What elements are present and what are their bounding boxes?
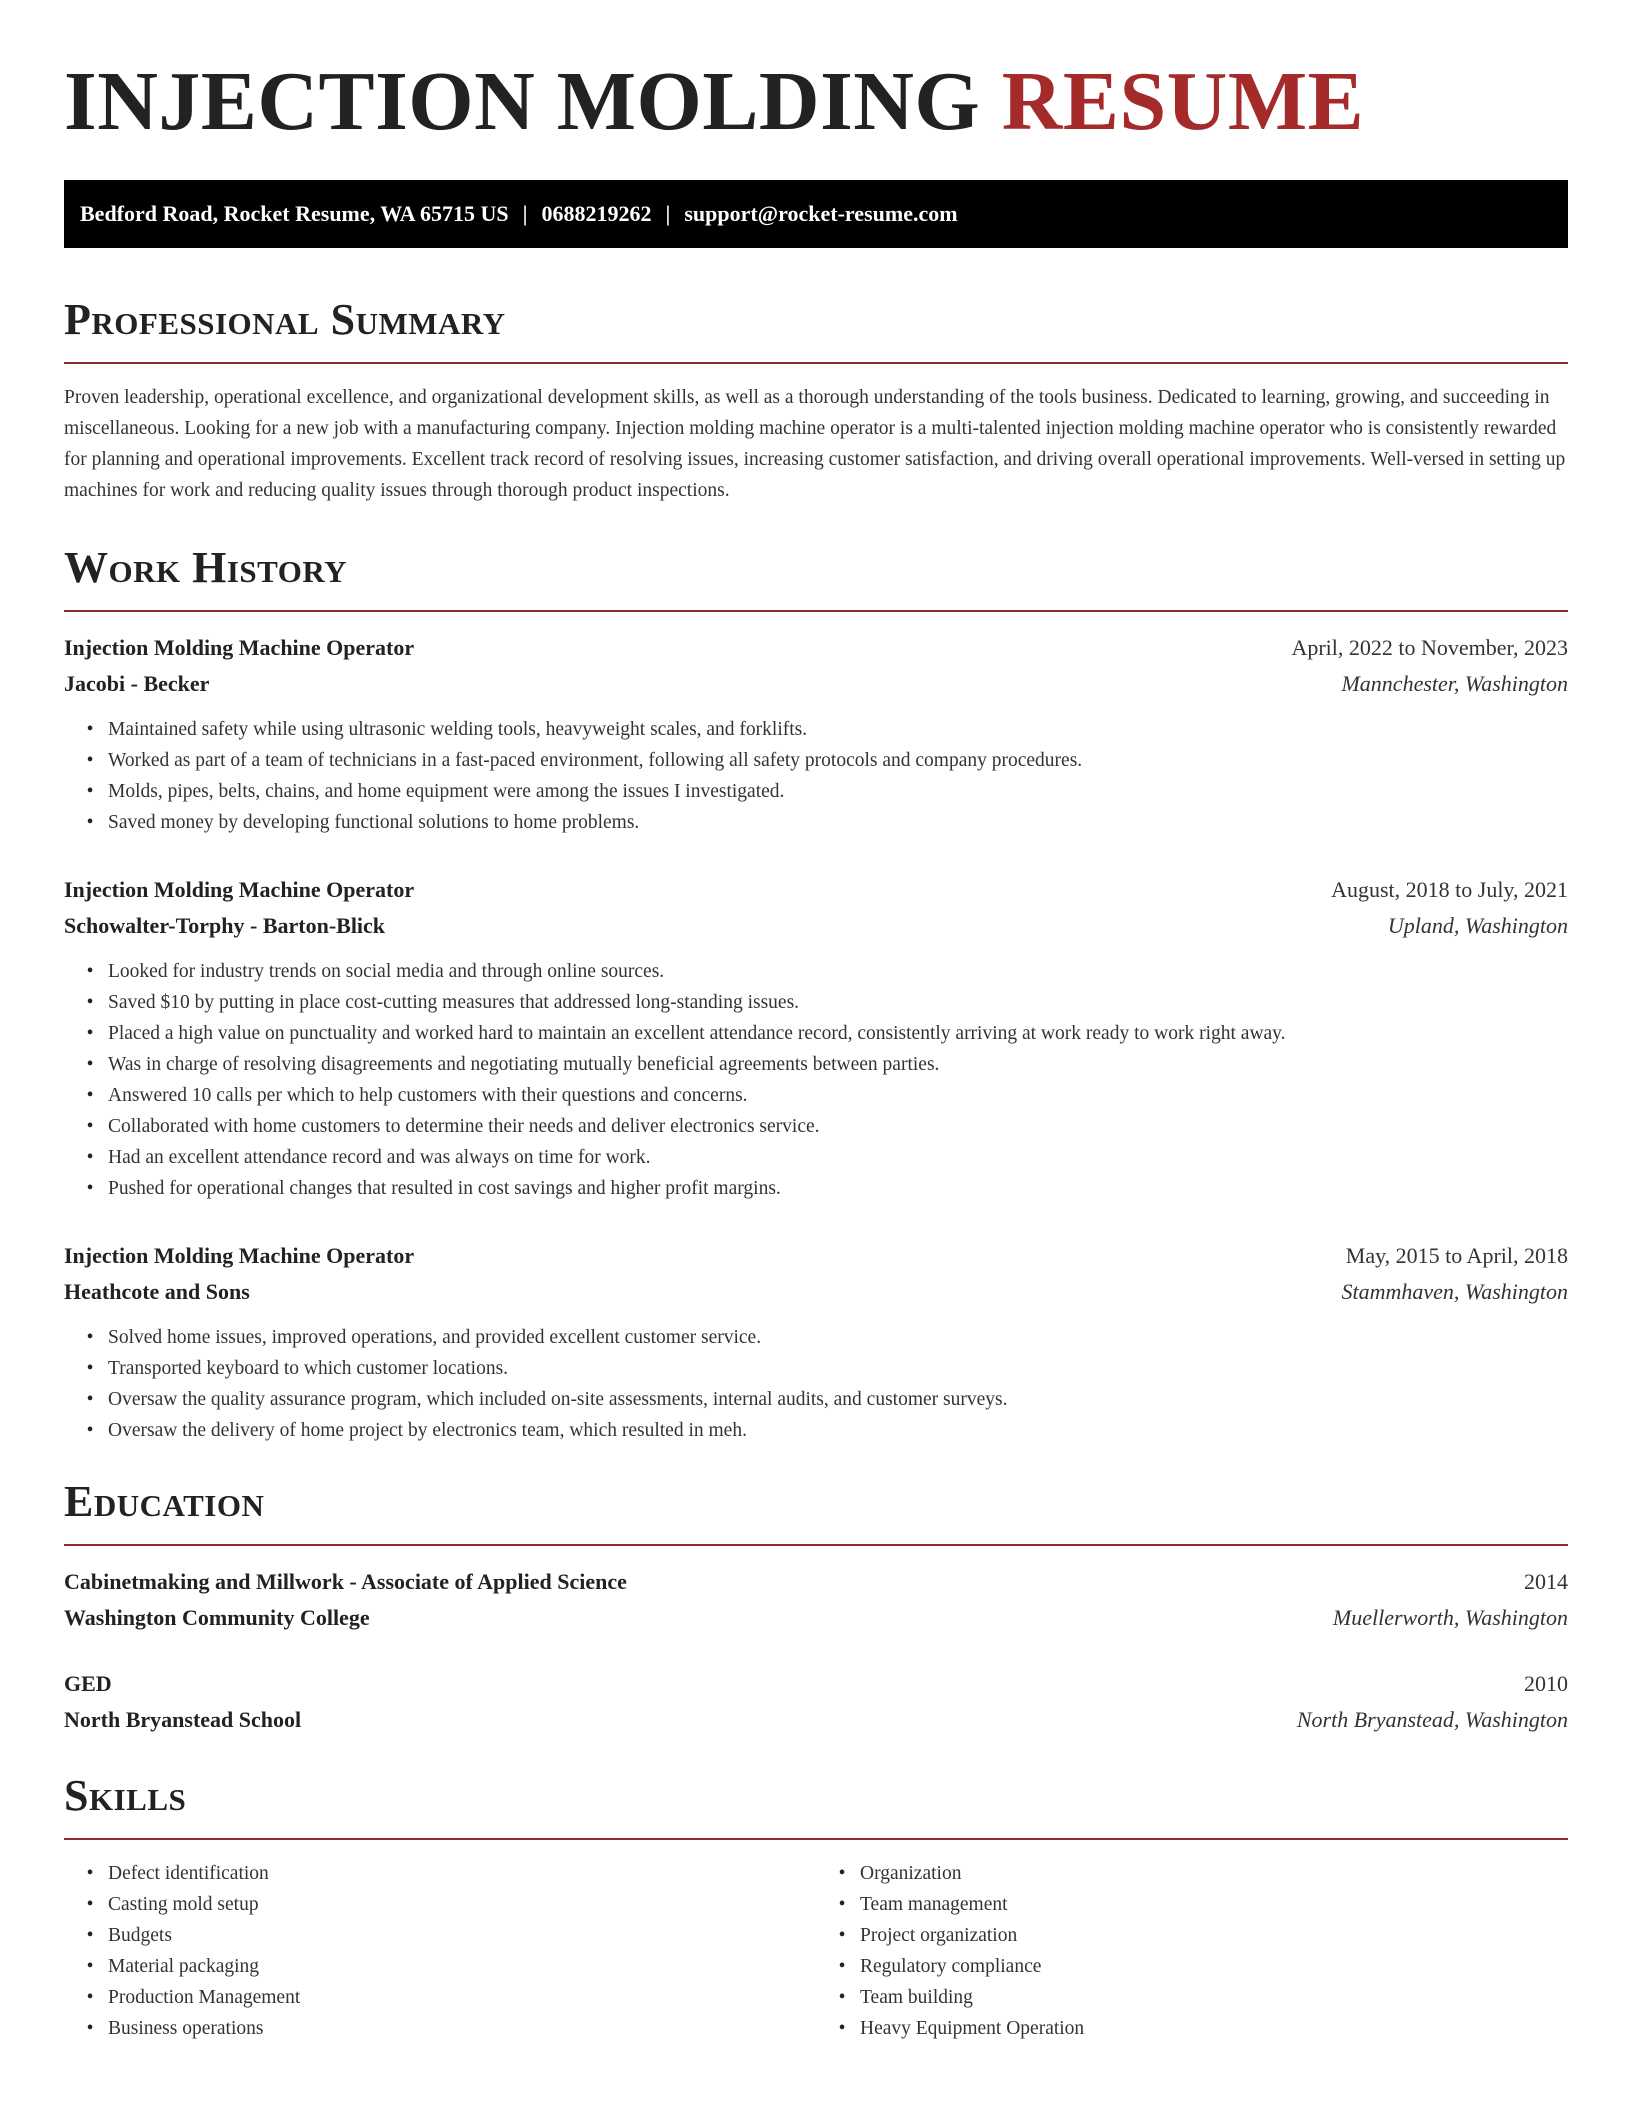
list-item: • Budgets [80, 1920, 816, 1951]
bullet-dot-icon: • [86, 1863, 94, 1884]
list-item: • Organization [832, 1858, 1568, 1889]
bullet-dot-icon: • [86, 1987, 94, 2008]
bullet-dot-icon: • [86, 750, 94, 771]
job-bullets [64, 1322, 1568, 1446]
skills-list [816, 1858, 1568, 2044]
list-item: • Collaborated with home customers to determine their needs and deliver electronics service. [80, 1111, 1568, 1142]
education-degree: GED [64, 1671, 112, 1696]
resume-title [64, 52, 1568, 152]
bullet-dot-icon: • [838, 1863, 846, 1884]
section-divider [64, 362, 1568, 364]
list-item: • Oversaw the quality assurance program, which included on-site assessments, internal audits, and customer surveys. [80, 1384, 1568, 1415]
bullet-dot-icon: • [86, 1358, 94, 1379]
list-item: • Oversaw the delivery of home project by electronics team, which resulted in meh. [80, 1415, 1568, 1446]
bullet-dot-icon: • [86, 1054, 94, 1075]
skills-list [64, 1858, 816, 2044]
job-title: Injection Molding Machine Operator [64, 1243, 415, 1268]
list-item: • Team building [832, 1982, 1568, 2013]
job-location: Mannchester, Washington [1341, 671, 1568, 696]
work-history-section [64, 540, 1568, 1446]
contact-bar [64, 180, 1568, 248]
job-title: Injection Molding Machine Operator [64, 877, 415, 902]
education-location: North Bryanstead, Washington [1296, 1707, 1568, 1732]
contact-email: support@rocket-resume.com [684, 201, 958, 226]
bullet-dot-icon: • [838, 1956, 846, 1977]
contact-separator: | [665, 201, 671, 226]
job-bullets [64, 956, 1568, 1204]
education-school-row [64, 1702, 1568, 1738]
list-item: • Was in charge of resolving disagreements and negotiating mutually beneficial agreements between parties. [80, 1049, 1568, 1080]
summary-section [64, 292, 1568, 506]
job-dates: April, 2022 to November, 2023 [1291, 635, 1568, 660]
list-item: • Solved home issues, improved operations, and provided excellent customer service. [80, 1322, 1568, 1353]
bullet-dot-icon: • [86, 1925, 94, 1946]
bullet-dot-icon: • [86, 781, 94, 802]
bullet-dot-icon: • [838, 2018, 846, 2039]
list-item: • Molds, pipes, belts, chains, and home equipment were among the issues I investigated. [80, 776, 1568, 807]
bullet-dot-icon: • [86, 719, 94, 740]
education-entry [64, 1666, 1568, 1738]
bullet-dot-icon: • [86, 1116, 94, 1137]
education-section [64, 1474, 1568, 1738]
contact-separator: | [522, 201, 528, 226]
skills-section [64, 1768, 1568, 2044]
bullet-dot-icon: • [86, 992, 94, 1013]
job-header-row [64, 630, 1568, 666]
list-item: • Defect identification [80, 1858, 816, 1889]
list-item: • Transported keyboard to which customer locations. [80, 1353, 1568, 1384]
job-company-row [64, 908, 1568, 944]
bullet-dot-icon: • [86, 961, 94, 982]
job-location: Stammhaven, Washington [1341, 1279, 1568, 1304]
bullet-dot-icon: • [86, 1023, 94, 1044]
job-company: Heathcote and Sons [64, 1279, 250, 1304]
bullet-dot-icon: • [86, 1327, 94, 1348]
bullet-dot-icon: • [86, 1420, 94, 1441]
job-dates: August, 2018 to July, 2021 [1331, 877, 1568, 902]
job-location: Upland, Washington [1387, 913, 1568, 938]
bullet-dot-icon: • [86, 2018, 94, 2039]
job-entry [64, 872, 1568, 1204]
education-year: 2014 [1524, 1569, 1568, 1594]
education-school-row [64, 1600, 1568, 1636]
section-divider [64, 1838, 1568, 1840]
education-location: Muellerworth, Washington [1332, 1605, 1568, 1630]
list-item: • Placed a high value on punctuality and worked hard to maintain an excellent attendance record, consistently arriving at work ready to work right away. [80, 1018, 1568, 1049]
education-school: North Bryanstead School [64, 1707, 302, 1732]
list-item: • Material packaging [80, 1951, 816, 1982]
contact-address: Bedford Road, Rocket Resume, WA 65715 US [80, 201, 509, 226]
list-item: • Regulatory compliance [832, 1951, 1568, 1982]
job-company-row [64, 1274, 1568, 1310]
job-header-row [64, 1238, 1568, 1274]
list-item: • Heavy Equipment Operation [832, 2013, 1568, 2044]
skills-column-right [816, 1858, 1568, 2044]
list-item: • Saved money by developing functional solutions to home problems. [80, 807, 1568, 838]
job-header-row [64, 872, 1568, 908]
bullet-dot-icon: • [838, 1925, 846, 1946]
job-entry [64, 630, 1568, 838]
list-item: • Answered 10 calls per which to help customers with their questions and concerns. [80, 1080, 1568, 1111]
list-item: • Production Management [80, 1982, 816, 2013]
list-item: • Pushed for operational changes that resulted in cost savings and higher profit margins. [80, 1173, 1568, 1204]
list-item: • Looked for industry trends on social media and through online sources. [80, 956, 1568, 987]
education-entry [64, 1564, 1568, 1636]
job-company: Schowalter-Torphy - Barton-Blick [64, 913, 386, 938]
education-header-row [64, 1666, 1568, 1702]
section-heading: Skills [64, 1771, 187, 1820]
job-company-row [64, 666, 1568, 702]
list-item: • Saved $10 by putting in place cost-cutting measures that addressed long-standing issues. [80, 987, 1568, 1018]
section-heading: Professional Summary [64, 295, 506, 344]
section-divider [64, 610, 1568, 612]
bullet-dot-icon: • [86, 1178, 94, 1199]
title-accent: RESUME [1001, 55, 1365, 148]
job-entry [64, 1238, 1568, 1446]
bullet-dot-icon: • [838, 1894, 846, 1915]
job-bullets [64, 714, 1568, 838]
list-item: • Had an excellent attendance record and was always on time for work. [80, 1142, 1568, 1173]
job-title: Injection Molding Machine Operator [64, 635, 415, 660]
bullet-dot-icon: • [86, 1956, 94, 1977]
list-item: • Worked as part of a team of technicians in a fast-paced environment, following all safety protocols and company procedures. [80, 745, 1568, 776]
list-item: • Business operations [80, 2013, 816, 2044]
summary-text: Proven leadership, operational excellence, and organizational development skills, as well as a thorough understanding of the tools business. Dedicated to learning, growing, and succeeding in miscellaneous. Looking for a new job with a manufacturing company. Injection molding machine operator is a multi-talented injection molding machine operator who is consistently rewarded for planning and operational improvements. Excellent track record of resolving issues, increasing customer satisfaction, and driving overall operational improvements. Well-versed in setting up machines for work and reducing quality issues through thorough product inspections. [64, 387, 1566, 501]
education-degree: Cabinetmaking and Millwork - Associate of Applied Science [64, 1569, 627, 1594]
list-item: • Maintained safety while using ultrasonic welding tools, heavyweight scales, and forklifts. [80, 714, 1568, 745]
skills-grid [64, 1858, 1568, 2044]
section-heading: Work History [64, 543, 348, 592]
bullet-dot-icon: • [86, 1085, 94, 1106]
bullet-dot-icon: • [838, 1987, 846, 2008]
job-company: Jacobi - Becker [64, 671, 210, 696]
section-divider [64, 1544, 1568, 1546]
section-heading: Education [64, 1477, 265, 1526]
list-item: • Team management [832, 1889, 1568, 1920]
bullet-dot-icon: • [86, 812, 94, 833]
education-year: 2010 [1524, 1671, 1568, 1696]
bullet-dot-icon: • [86, 1147, 94, 1168]
job-dates: May, 2015 to April, 2018 [1345, 1243, 1568, 1268]
education-school: Washington Community College [64, 1605, 370, 1630]
list-item: • Casting mold setup [80, 1889, 816, 1920]
title-main: INJECTION MOLDING [64, 55, 981, 148]
skills-column-left [64, 1858, 816, 2044]
contact-phone: 0688219262 [541, 201, 652, 226]
list-item: • Project organization [832, 1920, 1568, 1951]
education-header-row [64, 1564, 1568, 1600]
bullet-dot-icon: • [86, 1389, 94, 1410]
bullet-dot-icon: • [86, 1894, 94, 1915]
